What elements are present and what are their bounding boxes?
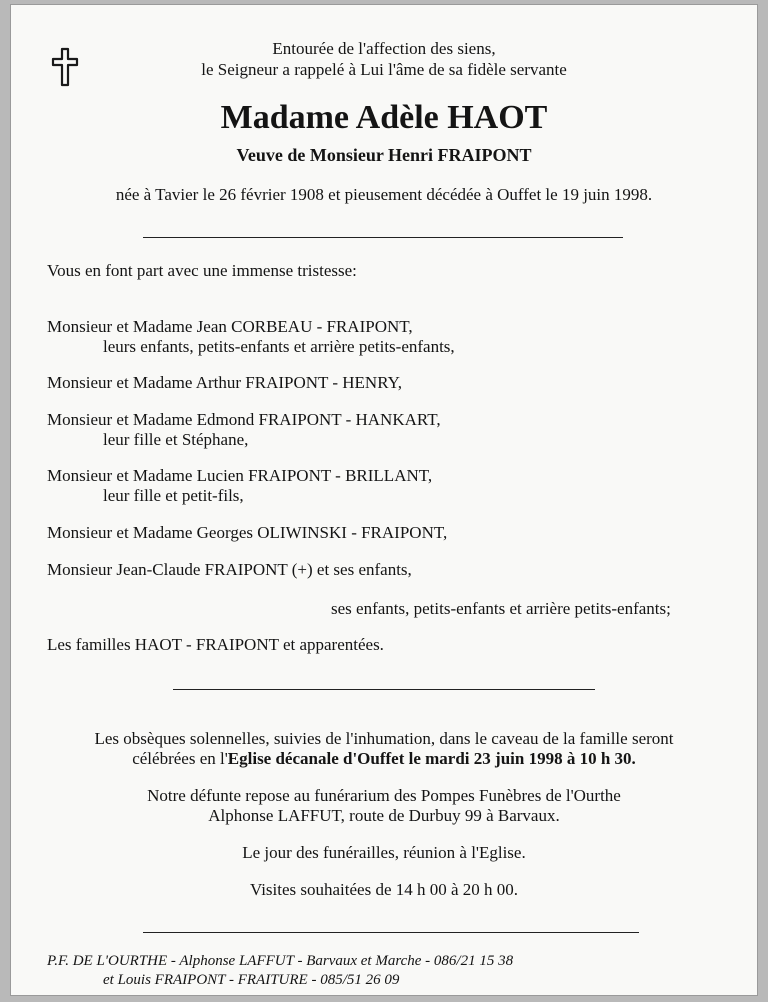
visits-line: Visites souhaitées de 14 h 00 à 20 h 00. bbox=[249, 880, 519, 899]
obituary-card bbox=[10, 4, 758, 996]
footer-line-2: et Louis FRAIPONT - FRAITURE - 085/51 26 09 bbox=[103, 972, 400, 988]
widow-of: Veuve de Monsieur Henri FRAIPONT bbox=[236, 145, 532, 165]
funeral-line-2: célébrées en l'Eglise décanale d'Ouffet le mardi 23 juin 1998 à 10 h 30. bbox=[132, 749, 636, 768]
family-entry: Monsieur et Madame Lucien FRAIPONT - BRILLANT, bbox=[47, 466, 433, 485]
family-detail: leur fille et petit-fils, bbox=[103, 486, 244, 505]
families-line: Les familles HAOT - FRAIPONT et apparentées. bbox=[47, 635, 384, 654]
family-detail: leur fille et Stéphane, bbox=[103, 430, 249, 449]
funeral-line-1: Les obsèques solennelles, suivies de l'inhumation, dans le caveau de la famille seront bbox=[94, 729, 674, 748]
announcement: Vous en font part avec une immense tristesse: bbox=[47, 261, 357, 280]
divider bbox=[143, 237, 623, 238]
family-entry: Monsieur et Madame Arthur FRAIPONT - HENRY, bbox=[47, 373, 402, 392]
family-entry: Monsieur et Madame Jean CORBEAU - FRAIPONT, bbox=[47, 317, 413, 336]
birth-death-dates: née à Tavier le 26 février 1908 et pieusement décédée à Ouffet le 19 juin 1998. bbox=[115, 185, 653, 204]
repose-line-1: Notre défunte repose au funérarium des Pompes Funèbres de l'Ourthe bbox=[147, 786, 621, 805]
family-entry: Monsieur et Madame Georges OLIWINSKI - FRAIPONT, bbox=[47, 523, 448, 542]
divider bbox=[173, 689, 595, 690]
family-entry: Monsieur et Madame Edmond FRAIPONT - HANKART, bbox=[47, 410, 441, 429]
family-detail: leurs enfants, petits-enfants et arrière petits-enfants, bbox=[103, 337, 455, 356]
intro-line-1: Entourée de l'affection des siens, bbox=[272, 39, 496, 58]
divider bbox=[143, 932, 639, 933]
deceased-name: Madame Adèle HAOT bbox=[220, 99, 548, 136]
intro-line-2: le Seigneur a rappelé à Lui l'âme de sa fidèle servante bbox=[201, 60, 567, 79]
meeting-line: Le jour des funérailles, réunion à l'Eglise. bbox=[242, 843, 526, 862]
family-entry: Monsieur Jean-Claude FRAIPONT (+) et ses enfants, bbox=[47, 560, 412, 579]
repose-line-2: Alphonse LAFFUT, route de Durbuy 99 à Barvaux. bbox=[208, 806, 560, 825]
footer-line-1: P.F. DE L'OURTHE - Alphonse LAFFUT - Barvaux et Marche - 086/21 15 38 bbox=[47, 953, 514, 969]
descendants-line: ses enfants, petits-enfants et arrière petits-enfants; bbox=[331, 599, 671, 618]
